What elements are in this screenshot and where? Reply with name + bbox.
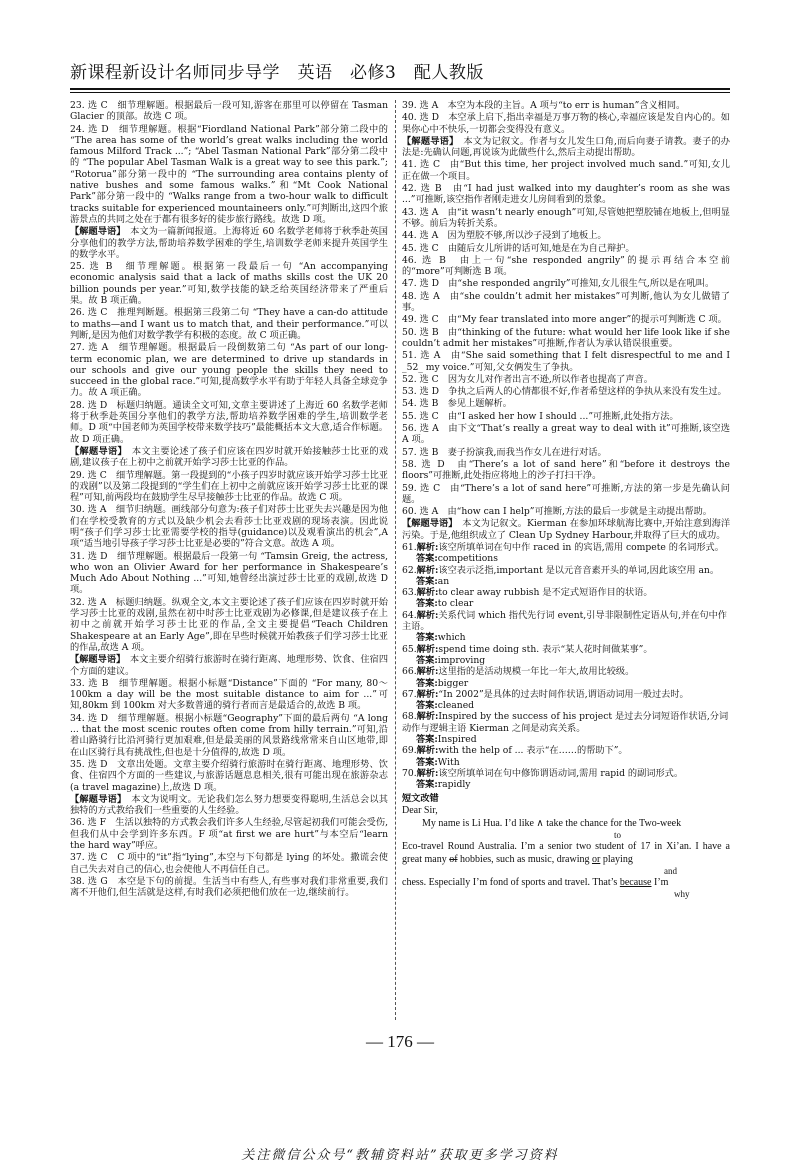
analysis-label: 解析: [416, 711, 439, 723]
analysis-text: Inspired by the success of his project 是过去分词短语作状语,分词动作与逻辑主语 Kierman 之间是动宾关系。 [402, 711, 729, 734]
blank-answer [402, 655, 730, 666]
essay-line-2: Eco-travel Round Australia. I’m a senior two student of 17 in Xi’an. I have a great many of hobbies, such as music, drawing or playing [402, 840, 730, 865]
answer-item: 39. 选 A 本空为本段的主旨。A 项与“to err is human”含义相同。 [402, 100, 686, 111]
essay-strike: of [449, 853, 458, 865]
analysis-label: 解析: [416, 609, 439, 621]
answer-value: to clear [437, 598, 474, 610]
blank-analysis [402, 587, 730, 598]
answer-item: 23. 选 C 细节理解题。根据最后一段可知,游客在那里可以停留在 Tasman Glacier 的顶部。故选 C 项。 [70, 100, 388, 123]
guide-marker: 【解题导语】 [70, 654, 121, 666]
answer-item: 51. 选 A 由“She said something that I felt disrespectful to me and I _52_ my voice.”可知,父女俩发生了争执。 [402, 350, 730, 373]
answer-label: 答案: [416, 654, 438, 666]
answer-item: 55. 选 C 由“I asked her how I should ...”可推断,此处指方法。 [402, 410, 679, 422]
answer-value: cleaned [437, 700, 475, 712]
analysis-label: 解析: [416, 767, 439, 779]
essay-correction [402, 804, 730, 899]
right-items [402, 100, 730, 541]
answer-item: 29. 选 C 细节理解题。第一段提到的“小孩子四岁时就应该开始学习莎士比亚的戏剧”以及第二段提到的“学生们在上初中之前就应该开始学习莎士比亚的课程”可知,前两段均在鼓励学生尽早接触莎士比亚的作品。故选 C 项。 [70, 469, 388, 504]
blank-analysis [402, 644, 730, 655]
item-number: 64. [402, 609, 417, 621]
answer-label: 答案: [416, 553, 438, 565]
page-header: 新课程新设计名师同步导学 英语 必修3 配人教版 [70, 63, 484, 83]
answer-item: 32. 选 A 标题归纳题。纵观全文,本文主要论述了孩子们应该在四岁时就开始学习莎士比亚的戏剧,虽然在初中时莎士比亚戏剧为必修课,但是建议孩子在上初中之前就开始学习莎士比亚的作品,全文主要提倡“Teach Children Shakespeare at an Early Age”,即在早些时候就开始教孩子们学习莎士比亚的作品,故选 A 项。 [70, 596, 388, 653]
blank-answer [402, 632, 730, 643]
answer-item: 35. 选 D 文章出处题。文章主要介绍骑行旅游时在骑行距离、地理形势、饮食、住宿四个方面的一些建议,与旅游话题息息相关,很有可能出现在旅游杂志(a travel magazine)上,故选 D 项。 [70, 758, 388, 793]
answer-item: 27. 选 A 细节理解题。根据最后一段倒数第二句 “As part of our long-term economic plan, we are determined to drive up standards in our schools and give our young people the skills they need to succeed in the global race.”可知,提高数学水平有助于年轻人具备全球竞争力。故 A 项正确。 [70, 342, 388, 399]
essay-line-2-insert: and [664, 865, 677, 876]
answer-label: 答案: [416, 756, 438, 768]
answer-label: 答案: [416, 734, 438, 746]
blank-answer [402, 576, 730, 587]
blank-analysis [402, 542, 730, 553]
answer-value: rapidly [437, 779, 471, 791]
answer-item: 30. 选 A 细节归纳题。画线部分句意为:孩子们对莎士比亚失去兴趣是因为他们在学校受教育的方式以及缺少机会去看莎士比亚戏剧的现场表演。因此说明“孩子们学习莎士比亚需要学校的指导(guidance)以及观看演出的机会”,A 项“适当地引导孩子学习莎士比亚是必要的”符合文意。故选 A 项。 [70, 504, 388, 550]
analysis-label: 解析: [416, 643, 439, 655]
analysis-text: 这里指的是活动规模一年比一年大,故用比较级。 [438, 666, 635, 678]
blank-answer [402, 757, 730, 768]
essay-line-1: My name is Li Hua. I’d like ∧ take the chance for the Two-week [422, 817, 682, 829]
analysis-text: 该空表示泛指,important 是以元音音素开头的单词,因此该空用 an。 [438, 564, 720, 576]
answer-item: 44. 选 A 因为塑胶不够,所以沙子浸到了地板上。 [402, 230, 607, 242]
header-rule-thick [70, 88, 730, 90]
answer-item: 43. 选 A 由“it wasn’t nearly enough”可知,尽管她把塑胶铺在地板上,但明显不够。前后为转折关系。 [402, 206, 730, 229]
item-number: 63. [402, 587, 417, 599]
answer-item: 45. 选 C 由随后女儿所讲的话可知,她是在为自己辩护。 [402, 242, 635, 254]
answer-value: an [437, 575, 450, 587]
blank-analysis [402, 768, 730, 779]
answer-item: 34. 选 D 细节理解题。根据小标题“Geography”下面的最后两句 “A long ... that the most scenic routes often come from hilly terrain.”可知,沿着山路骑行比沿河骑行更加艰难,但是最美丽的风景路线常常来自山区地带,即在山区骑行具有挑战性,但也是十分值得的,故选 D 项。 [70, 712, 388, 758]
answer-item: 53. 选 D 争执之后两人的心情都很不好,作者希望这样的争执从来没有发生过。 [402, 386, 727, 398]
analysis-text: spend time doing sth. 表示“某人花时间做某事”。 [438, 643, 653, 655]
answer-item: 49. 选 C 由“My fear translated into more anger”的提示可判断选 C 项。 [402, 314, 727, 326]
answer-item: 52. 选 C 因为女儿对作者出言不逊,所以作者也提高了声音。 [402, 373, 653, 385]
analysis-text: “In 2002”是具体的过去时间作状语,谓语动词用一般过去时。 [438, 688, 689, 700]
answer-label: 答案: [416, 677, 438, 689]
item-number: 66. [402, 666, 417, 678]
guide-marker: 【解题导语】 [70, 793, 122, 805]
answer-list [402, 542, 730, 791]
answer-item: 50. 选 B 由“thinking of the future: what would her life look like if she couldn’t admit her mistakes”可推断,作者认为承认错误很重要。 [402, 326, 730, 349]
blank-answer [402, 598, 730, 609]
answer-item: 24. 选 D 细节理解题。根据“Fiordland National Park”部分第二段中的 “The area has some of the world’s great walks including the world famous Milford Track ...”; “Abel Tasman National Park”部分第二段中的 “The popular Abel Tasman Walk is a great way to see this park.”; “Rotorua”部分第一段中的 “The surrounding area contains plenty of native bushes and some famous walks.”和“Mt Cook National Park”部分第一段中的 “Walks range from a two-hour walk to difficult tracks suitable for experienced mountaineers only.”可判断出,这四个旅游景点的共同之处在于都有很多好的徒步旅行路线。故选 D 项。 [70, 123, 388, 225]
guide-marker: 【解题导语】 [70, 226, 121, 238]
essay-section-title: 短文改错 [402, 792, 439, 804]
analysis-label: 解析: [416, 688, 439, 700]
item-number: 69. [402, 745, 417, 757]
essay-salutation: Dear Sir, [402, 804, 438, 816]
blank-analysis [402, 745, 730, 756]
blank-answer [402, 779, 730, 790]
analysis-label: 解析: [416, 541, 439, 553]
answer-value: competitions [437, 553, 498, 565]
item-number: 70. [402, 767, 417, 779]
guide-paragraph: 【解题导语】 本文为记叙文。Kierman 在参加环球航海比赛中,开始注意到海洋污染。于是,他组织成立了 Clean Up Sydney Harbour,并取得了巨大的成功。 [402, 518, 730, 541]
analysis-label: 解析: [416, 564, 439, 576]
answer-label: 答案: [416, 632, 438, 644]
answer-item: 48. 选 A 由“she couldn’t admit her mistakes”可判断,他认为女儿做错了事。 [402, 290, 730, 314]
essay-line-3-insert: why [674, 888, 690, 899]
answer-item: 59. 选 C 由“There’s a lot of sand here”可推断,方法的第一步是先确认问题。 [402, 482, 730, 505]
item-number: 67. [402, 688, 417, 700]
analysis-text: to clear away rubbish 是不定式短语作目的状语。 [438, 587, 653, 599]
essay-line-1-insert: to [614, 829, 622, 840]
answer-item: 31. 选 D 细节理解题。根据最后一段第一句 “Tamsin Greig, the actress, who won an Olivier Award for her performance in Shakespeare’s Much Ado About Nothing ...”可知,她曾经出演过莎士比亚的戏剧,故选 D 项。 [70, 550, 388, 596]
answer-item: 57. 选 B 妻子扮演我,而我当作女儿在进行对话。 [402, 446, 607, 458]
item-number: 61. [402, 541, 417, 553]
answer-item: 28. 选 D 标题归纳题。通读全文可知,文章主要讲述了上海近 60 名数学老师将于秋季赴英国分享他们的教学方法,帮助培养数学困难的学生,培训数学老师。D 项“中国老师为英国学校带来数学技巧”最能概括本文大意,适合作标题。故 D 项正确。 [70, 399, 388, 445]
guide-paragraph: 【解题导语】 本文主要论述了孩子们应该在四岁时就开始接触莎士比亚的戏剧,建议孩子在上初中之前就开始学习莎士比亚的作品。 [70, 445, 388, 469]
blank-analysis [402, 610, 730, 633]
answer-label: 答案: [416, 779, 438, 791]
answer-value: Inspired [437, 734, 477, 746]
answer-item: 42. 选 B 由“I had just walked into my daughter’s room as she was ...”可推断,该空指作者刚走进女儿房间看到的景象。 [402, 183, 730, 206]
answer-item: 26. 选 C 推理判断题。根据第三段第二句 “They have a can-do attitude to maths—and I want us to match that, and their performance.”可以判断,是因为他们对数学教学有积极的态度。故 C 项正确。 [70, 307, 388, 341]
analysis-text: 该空所填单词在句中修饰谓语动词,需用 rapid 的副词形式。 [438, 767, 684, 779]
answer-label: 答案: [416, 700, 438, 712]
blank-analysis [402, 666, 730, 677]
guide-marker: 【解题导语】 [402, 135, 454, 147]
analysis-text: with the help of ... 表示“在……的帮助下”。 [438, 745, 628, 757]
header-rule-thin [70, 92, 730, 93]
answer-value: improving [437, 654, 486, 666]
answer-value: With [437, 756, 460, 768]
essay-or: or [591, 853, 601, 865]
blank-answer [402, 734, 730, 745]
answer-item: 41. 选 C 由“But this time, her project involved much sand.”可知,女儿正在做一个项目。 [402, 159, 730, 182]
answer-item: 47. 选 D 由“she responded angrily”可推知,女儿很生气,所以是在吼叫。 [402, 278, 715, 290]
answer-item: 38. 选 G 本空是下句的前提。生活当中有些人,有些事对我们非常重要,我们离不开他们,但生活就是这样,有时我们必须把他们放在一边,继续前行。 [70, 875, 388, 899]
analysis-text: 该空所填单词在句中作 raced in 的宾语,需用 compete 的名词形式。 [438, 541, 724, 553]
right-column [402, 100, 730, 1020]
answer-item: 56. 选 A 由下文“That’s really a great way to deal with it”可推断,该空选 A 项。 [402, 423, 730, 446]
blank-analysis [402, 565, 730, 576]
guide-paragraph: 【解题导语】 本文主要介绍骑行旅游时在骑行距离、地理形势、饮食、住宿四个方面的建议。 [70, 654, 388, 677]
guide-paragraph: 【解题导语】 本文为记叙文。作者与女儿发生口角,而后向妻子请教。妻子的办法是:先确认问题,再说该为此做些什么,然后主动提出帮助。 [402, 135, 730, 159]
analysis-label: 解析: [416, 745, 439, 757]
blank-answer [402, 553, 730, 564]
item-number: 62. [402, 564, 417, 576]
answer-item: 25. 选 B 细节理解题。根据第一段最后一句 “An accompanying economic analysis said that a lack of maths skills cost the UK 20 billion pounds per year.”可知,数学技能的缺乏给英国经济带来了严重后果。故 B 项正确。 [70, 261, 388, 307]
blank-answer [402, 678, 730, 689]
guide-marker: 【解题导语】 [402, 518, 453, 530]
item-number: 68. [402, 711, 417, 723]
answer-item: 46. 选 B 由上一句“she responded angrily”的提示再结合本空前的“more”可判断选 B 项。 [402, 254, 730, 278]
blank-answer [402, 700, 730, 711]
page-number: — 176 — [366, 1032, 434, 1051]
answer-item: 33. 选 B 细节理解题。根据小标题“Distance”下面的 “For many, 80～100km a day will be the most suitable distance to aim for ...”可知,80km 到 100km 对大多数普通的骑行者而言是最适合的,故选 B 项。 [70, 677, 388, 712]
column-divider [395, 100, 396, 1020]
guide-paragraph: 【解题导语】 本文为说明文。无论我们怎么努力想要变得聪明,生活总会以其独特的方式教给我们一些重要的人生经验。 [70, 793, 388, 817]
analysis-text: 关系代词 which 指代先行词 event,引导非限制性定语从句,并在句中作主语。 [402, 609, 727, 633]
answer-item: 36. 选 F 生活以独特的方式教会我们许多人生经验,尽管起初我们可能会受伤,但我们从中会学到许多东西。F 项“at first we are hurt”与本空后“learn the hard way”呼应。 [70, 817, 388, 851]
footer-note: 关注微信公众号“教辅资料站”获取更多学习资料 [241, 1148, 559, 1163]
essay-because: because [619, 876, 652, 888]
blank-analysis [402, 689, 730, 700]
answer-item: 37. 选 C C 项中的“it”指“lying”,本空与下句都是 lying 的坏处。撒谎会使自己失去对自己的信心,也会使他人不再信任自己。 [70, 852, 388, 875]
analysis-label: 解析: [416, 587, 439, 599]
essay-line-3: chess. Especially I’m fond of sports and travel. That’s because I’m [402, 876, 669, 888]
answer-value: which [437, 632, 466, 644]
blank-analysis [402, 711, 730, 734]
answer-label: 答案: [416, 598, 438, 610]
answer-item: 54. 选 B 参见上题解析。 [402, 398, 512, 410]
guide-marker: 【解题导语】 [70, 445, 123, 457]
answer-item: 40. 选 D 本空承上启下,指出幸福是万事万物的核心,幸福应该是发自内心的。如果你心中不快乐,一切都会变得没有意义。 [402, 112, 730, 135]
answer-item: 58. 选 D 由“There’s a lot of sand here”和“before it destroys the floors”可推断,此处指应将地上的沙子打扫干净。 [402, 458, 730, 482]
left-column [70, 100, 388, 1020]
answer-value: bigger [437, 677, 469, 689]
item-number: 65. [402, 643, 417, 655]
answer-item: 60. 选 A 由“how can I help”可推断,方法的最后一步就是主动提出帮助。 [402, 506, 712, 518]
analysis-label: 解析: [416, 666, 439, 678]
guide-paragraph: 【解题导语】 本文为一篇新闻报道。上海将近 60 名数学老师将于秋季赴英国分享他们的教学方法,帮助培养数学困难的学生,培训数学老师来提升英国学生的数学水平。 [70, 226, 388, 260]
answer-label: 答案: [416, 575, 438, 587]
